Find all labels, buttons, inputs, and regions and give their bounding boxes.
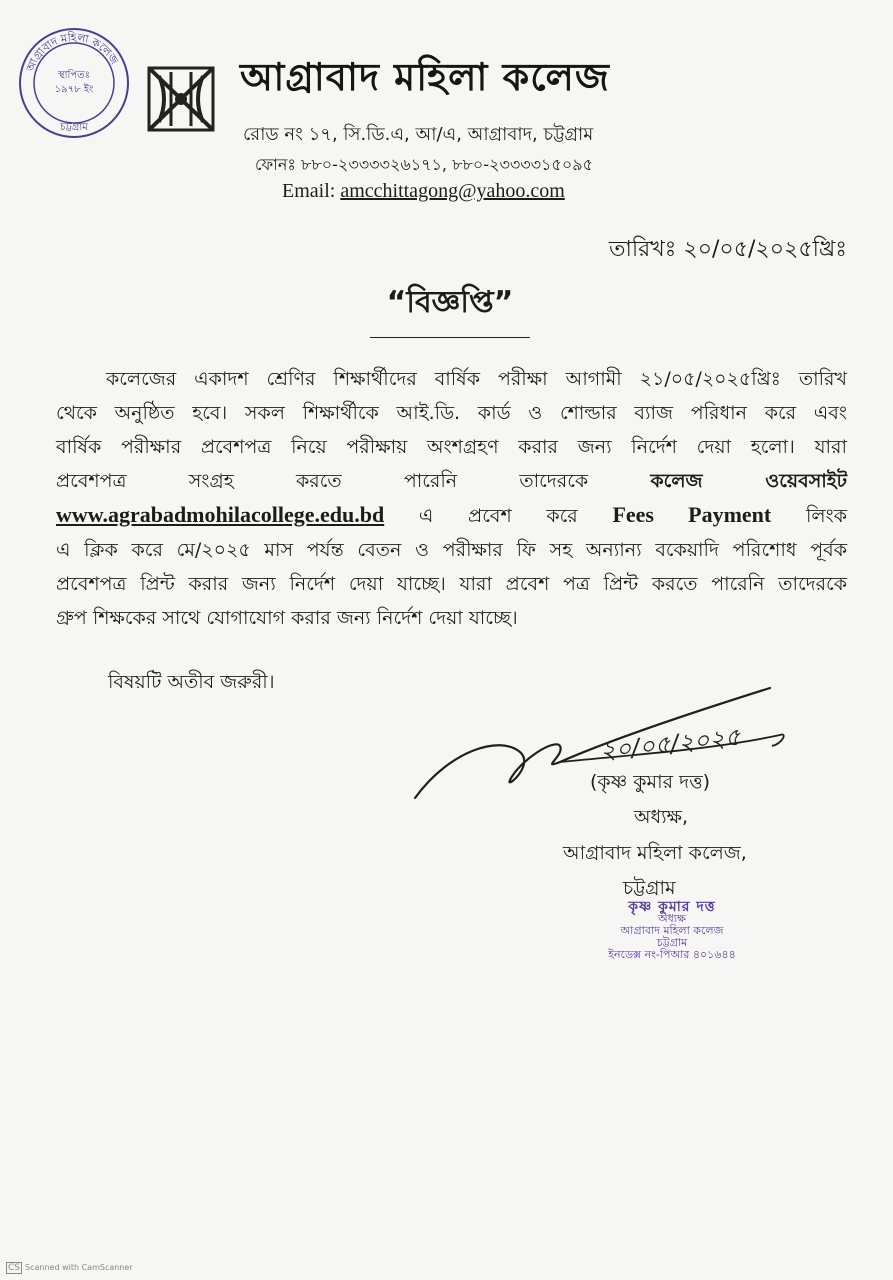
signatory-name: (কৃষ্ণ কুমার দত্ত) — [590, 771, 711, 793]
signatory-college: আগ্রাবাদ মহিলা কলেজ, — [563, 842, 747, 864]
scanner-text: Scanned with CamScanner — [25, 1263, 133, 1272]
seal-ring-text: আগ্রাবাদ মহিলা কলেজ — [23, 30, 121, 74]
svg-text:আগ্রাবাদ মহিলা কলেজ — [23, 31, 121, 75]
college-phone: ফোনঃ ৮৮০-২৩৩৩৩২৬১৭১, ৮৮০-২৩৩৩৩১৫০৯৫ — [255, 155, 593, 174]
body-line — [56, 464, 847, 498]
body-line: গ্রুপ শিক্ষকের সাথে যোগাযোগ করার জন্য নির্দেশ দেয়া যাচ্ছে। — [56, 607, 518, 629]
college-address: রোড নং ১৭, সি.ডি.এ, আ/এ, আগ্রাবাদ, চট্টগ্রাম — [243, 124, 594, 145]
seal-year: ১৯৭৮ ইং — [54, 84, 94, 95]
college-logo-icon — [147, 66, 215, 132]
body-line: এ ক্লিক করে মে/২০২৫ মাস পর্যন্ত বেতন ও পরীক্ষার ফি সহ অন্যান্য বকেয়াদি পরিশোধ পূর্বক — [56, 539, 847, 561]
seal-est-label: স্থাপিতঃ — [57, 70, 91, 81]
notice-date: তারিখঃ ২০/০৫/২০২৫খ্রিঃ — [608, 237, 847, 262]
body-line — [56, 498, 847, 533]
stamp-city: চট্টগ্রাম — [656, 936, 688, 949]
body-text: প্রবেশপত্র সংগ্রহ করতে পারেনি তাদেরকে — [56, 470, 589, 492]
seal-city: চট্টগ্রাম — [60, 122, 88, 133]
body-line: কলেজের একাদশ শ্রেণির শিক্ষার্থীদের বার্ষিক পরীক্ষা আগামী ২১/০৫/২০২৫খ্রিঃ তারিখ — [106, 368, 847, 390]
notice-body — [56, 362, 847, 635]
email-link[interactable]: amcchittagong@yahoo.com — [340, 180, 565, 202]
college-name: আগ্রাবাদ মহিলা কলেজ — [240, 55, 610, 99]
body-line: প্রবেশপত্র প্রিন্ট করার জন্য নির্দেশ দেয়া যাচ্ছে। যারা প্রবেশ পত্র প্রিন্ট করতে পারেনি তাদেরকে — [56, 573, 847, 595]
notice-title: “বিজ্ঞপ্তি” — [370, 278, 530, 338]
body-text: লিংক — [805, 505, 848, 527]
website-link[interactable]: www.agrabadmohilacollege.edu.bd — [56, 502, 385, 527]
email-label: Email: — [282, 180, 336, 202]
college-website-label: কলেজ ওয়েবসাইট — [650, 470, 847, 492]
signature-date: ২০/০৫/২০২৫ — [598, 722, 742, 766]
stamp-designation: অধ্যক্ষ — [658, 912, 686, 925]
principal-stamp — [572, 901, 772, 961]
scanner-watermark — [6, 1262, 133, 1274]
college-email-line — [282, 180, 565, 203]
college-seal — [16, 26, 132, 140]
urgent-note: বিষয়টি অতীব জরুরী। — [108, 671, 275, 693]
signatory-designation: অধ্যক্ষ, — [634, 806, 689, 828]
stamp-college: আগ্রাবাদ মহিলা কলেজ — [620, 924, 724, 937]
stamp-index: ইনডেক্স নং-পিআর ৪০১৬৪৪ — [608, 948, 736, 961]
body-line: বার্ষিক পরীক্ষার প্রবেশপত্র নিয়ে পরীক্ষায় অংশগ্রহণ করার জন্য নির্দেশ দেয়া হলো। যারা — [56, 436, 847, 458]
stamp-name: কৃষ্ণ কুমার দত্ত — [628, 899, 716, 915]
signatory-city: চট্টগ্রাম — [623, 877, 676, 899]
camscanner-icon: CS — [8, 1263, 20, 1273]
fees-payment-link[interactable]: Fees Payment — [612, 502, 772, 527]
body-text: এ প্রবেশ করে — [418, 505, 578, 527]
body-line: থেকে অনুষ্ঠিত হবে। সকল শিক্ষার্থীকে আই.ডি. কার্ড ও শোল্ডার ব্যাজ পরিধান করে এবং — [56, 402, 847, 424]
